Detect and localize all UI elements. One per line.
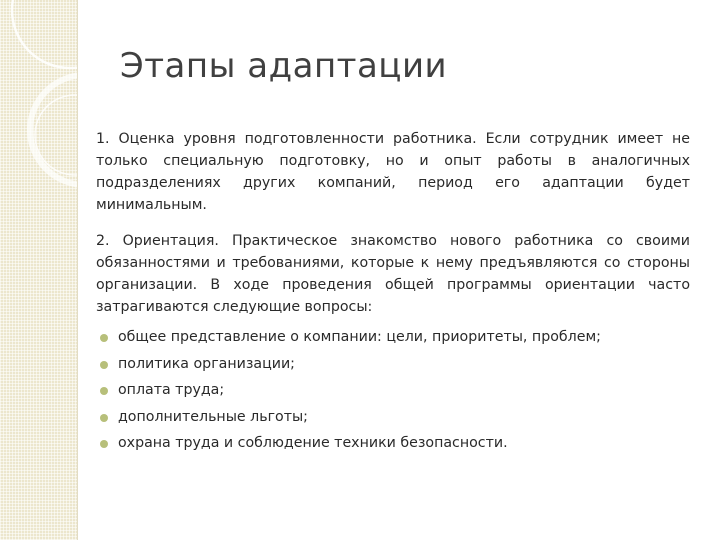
paragraph-2: [96, 230, 690, 318]
bullet-icon: [100, 361, 108, 369]
decorative-arcs: [0, 0, 77, 540]
bullet-text: оплата труда;: [118, 382, 225, 398]
list-item: [96, 324, 690, 351]
panel-divider: [77, 0, 78, 540]
bullet-text: охрана труда и соблюдение техники безопасности.: [118, 435, 508, 451]
list-item: [96, 377, 690, 404]
slide-content: [96, 128, 690, 457]
bullet-icon: [100, 414, 108, 422]
slide-title: Этапы адаптации: [120, 46, 448, 86]
bullet-list: [96, 324, 690, 457]
paragraph-2-number: 2.: [96, 233, 110, 249]
bullet-icon: [100, 440, 108, 448]
bullet-text: общее представление о компании: цели, приоритеты, проблем;: [118, 329, 601, 345]
paragraph-1-number: 1.: [96, 131, 110, 147]
decorative-side-panel: [0, 0, 77, 540]
bullet-icon: [100, 387, 108, 395]
list-item: [96, 404, 690, 431]
bullet-icon: [100, 334, 108, 342]
paragraph-1-text: Оценка уровня подготовленности работника. Если сотрудник имеет не только специальную подготовку, но и опыт работы в аналогичных подразделениях других компаний, период его адаптации будет минимальным.: [96, 131, 690, 213]
bullet-text: политика организации;: [118, 355, 295, 372]
paragraph-2-text: Ориентация. Практическое знакомство нового работника со своими обязанностями и требованиями, которые к нему предъявляются со стороны организации. В ходе проведения общей программы ориентации часто затрагиваются следующие вопросы:: [96, 233, 690, 315]
paragraph-1: [96, 128, 690, 216]
bullet-text: дополнительные льготы;: [118, 408, 308, 425]
list-item: [96, 351, 690, 378]
list-item: [96, 430, 690, 457]
